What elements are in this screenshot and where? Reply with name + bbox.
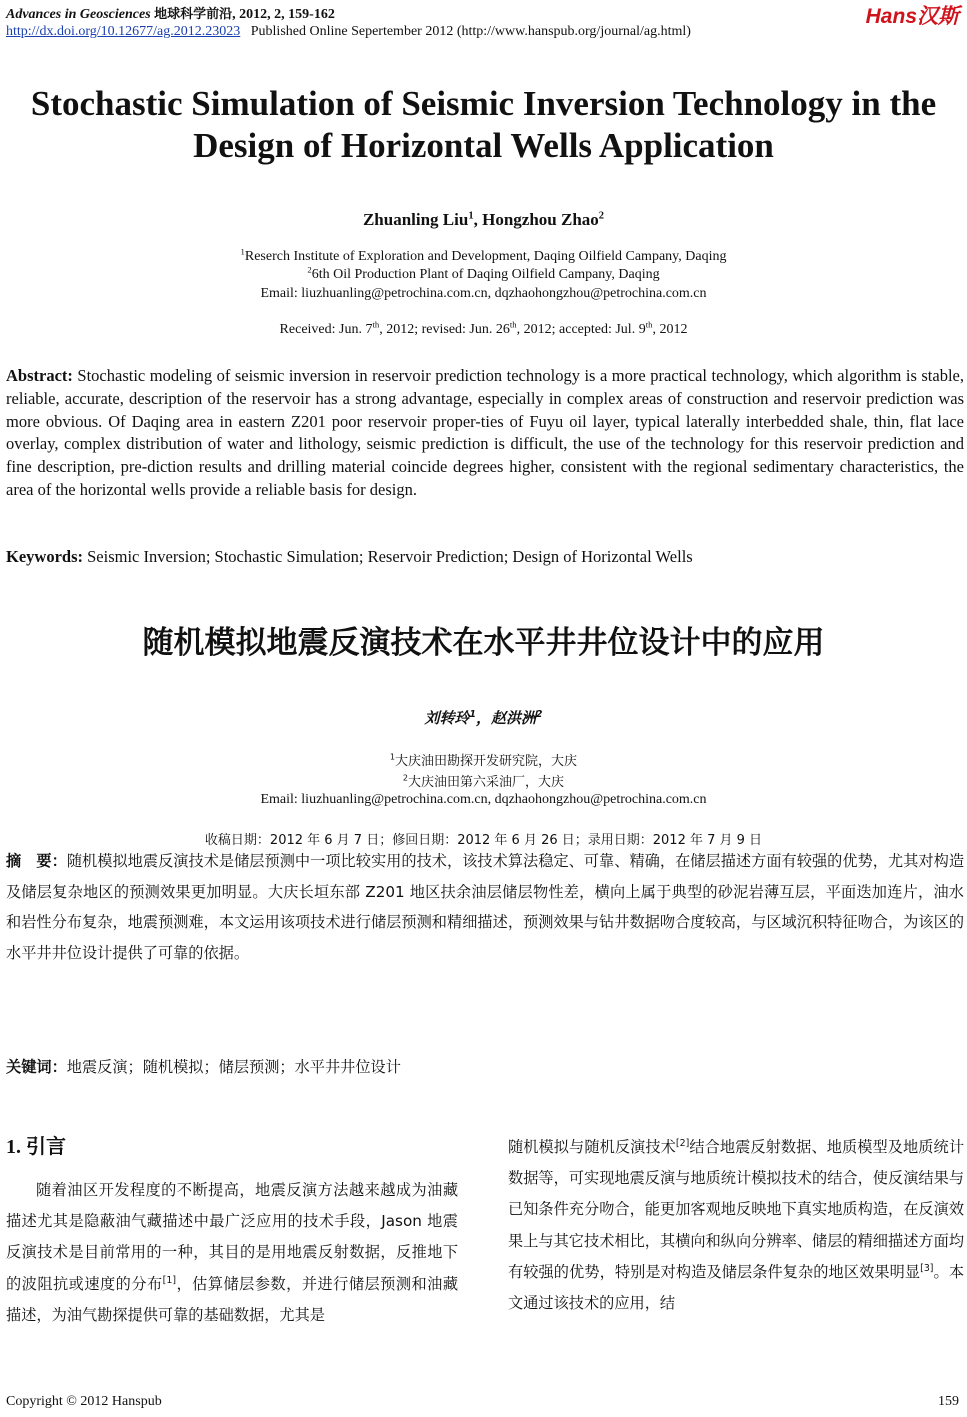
affiliation-2-cn — [0, 771, 967, 790]
abstract-label-en: Abstract: — [6, 366, 73, 385]
publication-line — [6, 24, 691, 40]
title-line-1: Stochastic Simulation of Seismic Inversion Technology in the — [30, 84, 937, 123]
author-2-cn-sup: 2 — [536, 709, 543, 720]
email-cn: Email: liuzhuanling@petrochina.com.cn, dqzhaohongzhou@petrochina.com.cn — [260, 792, 707, 807]
aff-1-cn-sup: 1 — [389, 752, 396, 762]
section-heading — [6, 1130, 66, 1159]
received-c: , 2012; accepted: Jul. 9 — [516, 322, 646, 337]
right-text-b: 结合地震反射数据、地质模型及地质统计数据等，可实现地震反演与地质统计模拟技术的结合，使反演结果与已知条件充分吻合，能更加客观地反映地下真实地质构造，在反演效果上与其它技术相比，其横向和纵向分辨率、储层的精细描述方面均有较强的优势，特别是对构造及储层条件复杂的地区效果明显 — [508, 1138, 965, 1281]
author-1-sup: 1 — [468, 210, 474, 222]
body-column-right — [508, 1132, 964, 1319]
aff-1-text: Reserch Institute of Exploration and Development, Daqing Oilfield Campany, Daqing — [244, 249, 727, 264]
author-2-cn: 赵洪洲 — [491, 709, 537, 727]
keywords-text-cn: 地震反演；随机模拟；储层预测；水平井井位设计 — [66, 1058, 401, 1076]
author-1-cn: 刘转玲 — [424, 709, 470, 727]
th-sup-1: th — [372, 319, 380, 330]
aff-1-sup: 1 — [240, 246, 245, 257]
keywords-cn — [6, 1056, 964, 1077]
abstract-text-cn: 随机模拟地震反演技术是储层预测中一项比较实用的技术，该技术算法稳定、可靠、精确，在储层描述方面有较强的优势，尤其对构造及储层复杂地区的预测效果更加明显。大庆长垣东部 Z201 地区扶余油层储层物性差，横向上属于典型的砂泥岩薄互层，平面迭加连片，油水和岩性分布复杂，地震预测难，本文运用该项技术进行储层预测和精细描述，预测效果与钻井数据吻合度较高，与区域沉积特征吻合，为该区的水平井井位设计提供了可靠的依据。 — [6, 852, 965, 962]
journal-header — [6, 3, 335, 23]
left-text-b: ，估算储层参数，并进行储层预测和油藏描述，为油气勘探提供可靠的基础数据，尤其是 — [6, 1274, 459, 1324]
abstract-text-en: Stochastic modeling of seismic inversion in reservoir prediction technology is a more practical technology, which algorithm is stable, reliable, accurate, description of the reservoir has a strong advantage, especially in complex areas of construction and reservoir prediction was more obvious. Of Daqing area in eastern Z201 poor reservoir proper-ties of Fuyu oil layer, typical laterally interbedded shale, thin, flat lace overlay, complex distribution of water and lithology, seismic prediction is difficult, the use of the technology for this reservoir prediction and fine description, pre-diction results and drilling material coincide degrees higher, consistent with the regional sedimentary characteristics, the area of the horizontal wells provide a reliable basis for design. — [6, 366, 964, 499]
authors-cn — [0, 707, 967, 728]
th-sup-2: th — [509, 319, 517, 330]
received-dates-cn: 收稿日期：2012 年 6 月 7 日；修回日期：2012 年 6 月 26 日；录用日期：2012 年 7 月 9 日 — [204, 833, 763, 848]
received-dates-en — [0, 319, 967, 338]
aff-2-cn-text: 大庆油田第六采油厂，大庆 — [408, 775, 565, 790]
keywords-label-cn: 关键词： — [6, 1058, 67, 1076]
author-separator-cn: ， — [475, 709, 491, 727]
aff-1-cn-text: 大庆油田勘探开发研究院，大庆 — [395, 754, 578, 769]
journal-citation: , 2012, 2, 159-162 — [232, 7, 335, 22]
th-sup-3: th — [645, 319, 653, 330]
abstract-en — [6, 365, 964, 502]
received-d: , 2012 — [652, 322, 688, 337]
authors-en — [0, 210, 967, 230]
received-a: Received: Jun. 7 — [279, 322, 373, 337]
section-title: 引言 — [26, 1134, 66, 1158]
right-text-a: 随机模拟与随机反演技术 — [508, 1138, 676, 1156]
paper-title-cn: 随机模拟地震反演技术在水平井井位设计中的应用 — [142, 625, 825, 661]
keywords-label-en: Keywords: — [6, 547, 83, 566]
affiliation-1-en — [0, 246, 967, 265]
title-line-2: Design of Horizontal Wells Application — [193, 126, 774, 165]
left-text-a: 随着油区开发程度的不断提高，地震反演方法越来越成为油藏描述尤其是隐蔽油气藏描述中最广泛应用的技术手段，Jason 地震反演技术是目前常用的一种，其目的是用地震反射数据，反推地下的波阻抗或速度的分布 — [6, 1181, 458, 1293]
received-b: , 2012; revised: Jun. 26 — [379, 322, 510, 337]
footer-copyright: Copyright © 2012 Hanspub — [6, 1394, 162, 1409]
author-2: Hongzhou Zhao — [482, 210, 599, 229]
ref-1: [1] — [162, 1274, 176, 1286]
aff-2-text: 6th Oil Production Plant of Daqing Oilfield Campany, Daqing — [311, 267, 660, 282]
affiliation-1-cn — [0, 750, 967, 769]
author-1: Zhuanling Liu — [362, 210, 469, 229]
keywords-en — [6, 547, 964, 567]
hanspub-logo: Hans汉斯 — [865, 5, 959, 28]
body-column-left — [6, 1175, 458, 1331]
journal-name-cn: 地球科学前沿 — [154, 7, 233, 22]
ref-2: [2] — [675, 1137, 690, 1149]
author-2-sup: 2 — [598, 210, 605, 222]
journal-name-en: Advances in Geosciences — [6, 7, 151, 22]
email-en: Email: liuzhuanling@petrochina.com.cn, dqzhaohongzhou@petrochina.com.cn — [260, 286, 707, 301]
abstract-label-cn: 摘 要： — [6, 852, 67, 870]
affiliation-2-en — [0, 264, 967, 283]
aff-2-sup: 2 — [307, 264, 312, 275]
doi-link[interactable]: http://dx.doi.org/10.12677/ag.2012.23023 — [6, 24, 241, 39]
ref-3: [3] — [920, 1262, 934, 1274]
footer-page-number: 159 — [938, 1394, 959, 1409]
aff-2-cn-sup: 2 — [402, 773, 409, 783]
right-text-c: 。本文通过该技术的应用，结 — [508, 1262, 965, 1313]
abstract-cn — [6, 846, 964, 968]
author-separator: , — [473, 210, 483, 229]
author-1-cn-sup: 1 — [469, 709, 476, 720]
section-number: 1. — [6, 1136, 26, 1158]
paper-title-en — [0, 83, 967, 167]
keywords-text-en: Seismic Inversion; Stochastic Simulation; Reservoir Prediction; Design of Horizontal Wells — [83, 547, 693, 566]
published-online: Published Online Sepertember 2012 (http://www.hanspub.org/journal/ag.html) — [250, 24, 691, 39]
